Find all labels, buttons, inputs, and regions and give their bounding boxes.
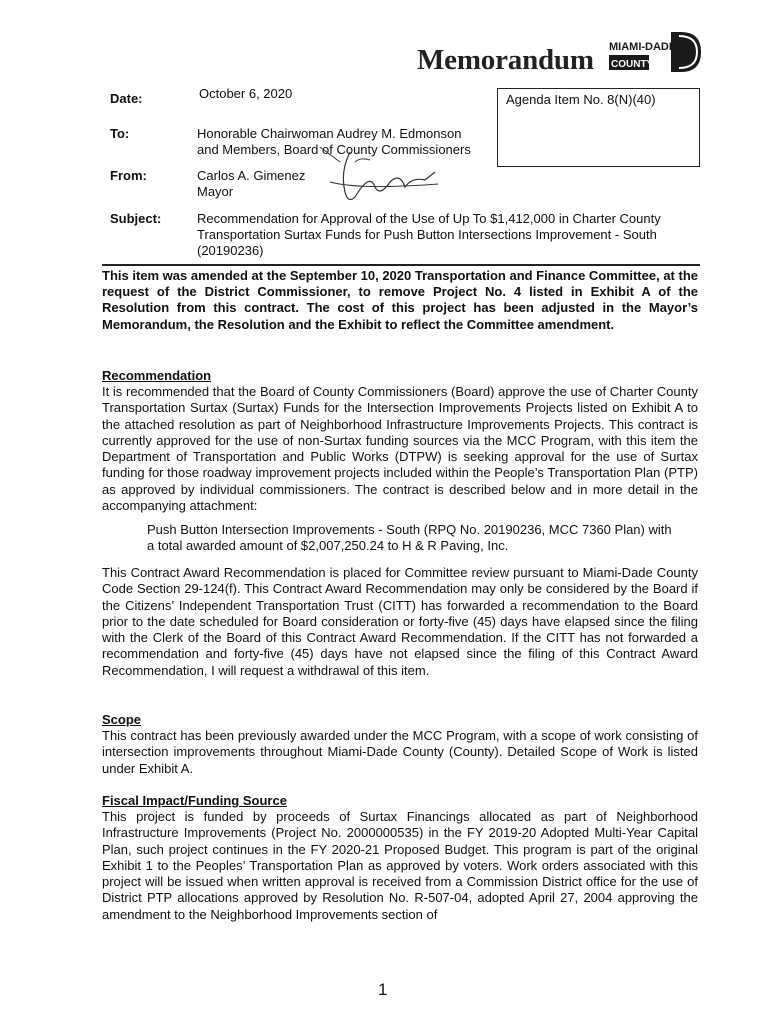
fiscal-heading: Fiscal Impact/Funding Source [102, 793, 287, 808]
recommendation-indent: Push Button Intersection Improvements - South (RPQ No. 20190236, MCC 7360 Plan) with a total awarded amount of $2,007,250.24 to H & R Paving, Inc. [147, 522, 672, 554]
recommendation-heading: Recommendation [102, 368, 212, 383]
date-value: October 6, 2020 [199, 86, 293, 101]
divider [102, 264, 700, 266]
subject-label: Subject: [110, 211, 162, 226]
to-line-1: Honorable Chairwoman Audrey M. Edmonson [197, 126, 462, 141]
recommendation-paragraph-1: It is recommended that the Board of County Commissioners (Board) approve the use of Charter County Transportation Surtax (Surtax) Funds for the Intersection Improvements Projects listed on Exhibit A to the attached resolution as part of Neighborhood Infrastructure Improvements Projects. This contract is currently approved for the use of non-Surtax funding sources via the MCC Program, with this item the Department of Transportation and Public Works (DTPW) is seeking approval for the use of Surtax funding for those roadway improvement projects included within the People’s Transportation Plan (PTP) as approved by individual commissioners. The contract is described below and in more detail in the accompanying attachment: [102, 384, 698, 514]
subject-text: Recommendation for Approval of the Use of Up To $1,412,000 in Charter County Transportation Surtax Funds for Push Button Intersections Improvement - South (20190236) [197, 211, 661, 258]
miami-dade-logo [609, 30, 701, 74]
memo-title: Memorandum [417, 44, 594, 76]
agenda-item: Agenda Item No. 8(N)(40) [506, 92, 656, 107]
from-label: From: [110, 168, 147, 183]
to-label: To: [110, 126, 130, 141]
from-line-2: Mayor [197, 184, 234, 199]
logo-text-bottom: COUNTY [611, 59, 654, 70]
to-line-2: and Members, Board of County Commissioners [197, 142, 471, 157]
scope-heading: Scope [102, 712, 142, 727]
amendment-note: This item was amended at the September 10, 2020 Transportation and Finance Committee, at the request of the District Commissioner, to remove Project No. 4 listed in Exhibit A of the Resolution from this contract. The cost of this project has been adjusted in the Mayor’s Memorandum, the Resolution and the Exhibit to reflect the Committee amendment. [102, 268, 698, 332]
fiscal-paragraph: This project is funded by proceeds of Surtax Financings allocated as part of Neighborhood Infrastructure Improvements (Project No. 2000000535) in the FY 2019-20 Adopted Multi-Year Capital Plan, such project continues in the FY 2020-21 Proposed Budget. This program is part of the original Exhibit 1 to the Peoples’ Transportation Plan as approved by voters. Work orders associated with this project will be issued when written approval is received from a Commission District office for the use of District PTP allocations approved by Resolution No. R-507-04, adopted April 27, 2004 approving the amendment to the Neighborhood Improvements section of [102, 809, 698, 922]
signature-icon [300, 142, 445, 217]
recommendation-paragraph-2: This Contract Award Recommendation is placed for Committee review pursuant to Miami-Dade County Code Section 29-124(f). This Contract Award Recommendation may only be considered by the Board if the Citizens’ Independent Transportation Trust (CITT) has forwarded a recommendation to the Board prior to the date scheduled for Board consideration or forty-five (45) days have elapsed since the filing with the Clerk of the Board of this Contract Award Recommendation. If the CITT has not forwarded a recommendation and forty-five (45) days have not elapsed since the filing of this Contract Award Recommendation, I will request a withdrawal of this item. [102, 565, 698, 678]
scope-paragraph: This contract has been previously awarded under the MCC Program, with a scope of work consisting of intersection improvements throughout Miami-Dade County (County). Detailed Scope of Work is listed under Exhibit A. [102, 728, 698, 776]
date-label: Date: [110, 91, 143, 106]
from-line-1: Carlos A. Gimenez [197, 168, 306, 183]
logo-text-top: MIAMI-DADE [609, 41, 677, 53]
page-number: 1 [378, 980, 388, 999]
